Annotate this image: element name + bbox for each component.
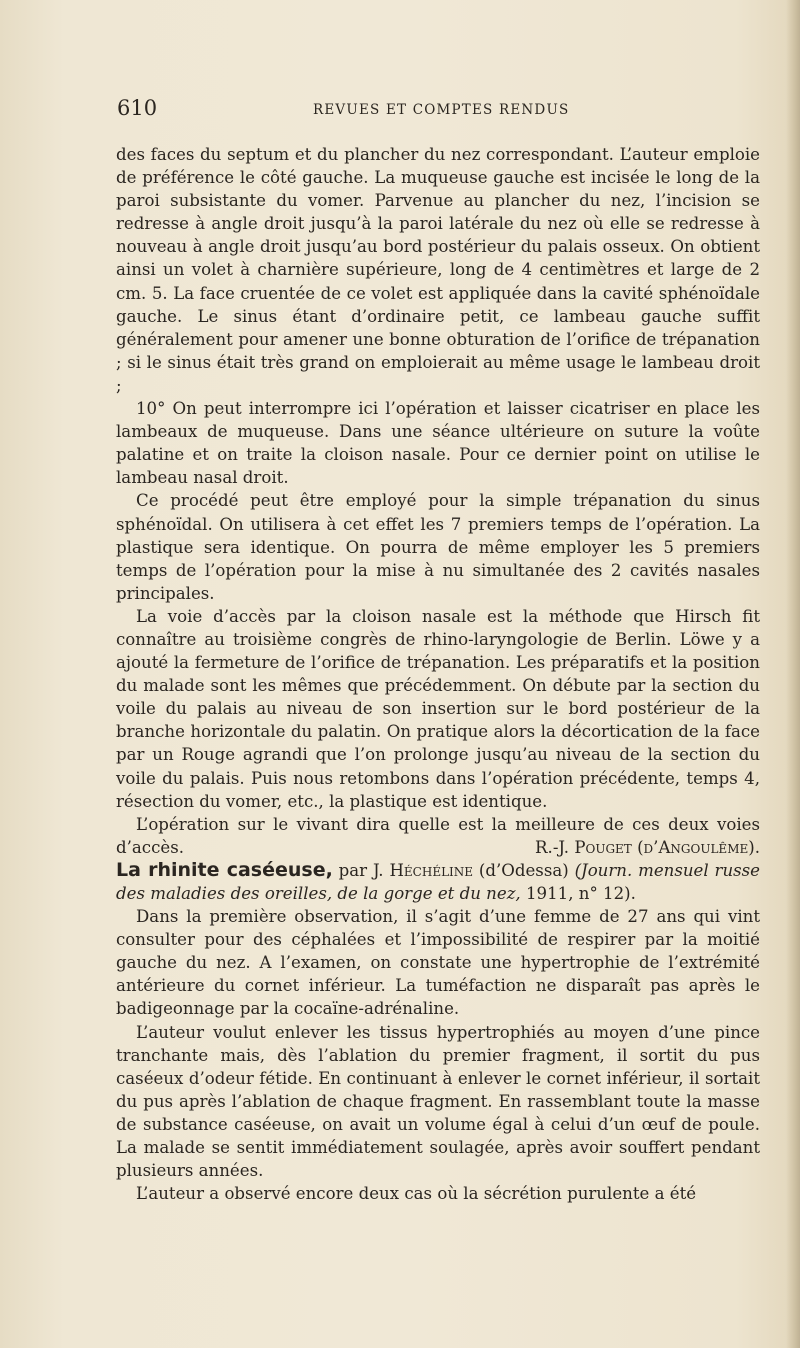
issue-reference: 1911, n° 12). — [526, 884, 636, 903]
article-heading — [116, 859, 760, 905]
page-edge-shadow — [786, 0, 800, 1348]
article-affiliation: (d’Odessa) — [478, 860, 569, 880]
paragraph: Dans la première observation, il s’agit d’une femme de 27 ans qui vint consulter pour des céphalées et l’impossibilité de respirer par la moitié gauche du nez. A l’examen, on constate une hypertrophie de l’extrémité antérieure du cornet inférieur. La tuméfaction ne disparaît pas après le badigeonnage par la cocaïne-adrénaline. — [116, 907, 760, 1019]
page-header — [117, 96, 757, 126]
paragraph: 10° On peut interrompre ici l’opération et laisser cicatriser en place les lambeaux de muqueuse. Dans une séance ultérieure on suture la voûte palatine et on traite la cloison nasale. Pour ce dernier point on utilise le lambeau nasal droit. — [116, 399, 760, 488]
paragraph — [116, 813, 760, 859]
article-title: La rhinite caséeuse, — [116, 858, 333, 881]
body-text — [116, 143, 760, 1205]
running-head: REVUES ET COMPTES RENDUS — [313, 102, 570, 118]
page-number: 610 — [117, 96, 158, 120]
paragraph: La voie d’accès par la cloison nasale est la méthode que Hirsch fit connaître au troisième congrès de rhino-laryngologie de Berlin. Löwe y a ajouté la fermeture de l’orifice de trépanation. Les préparatifs et la position du malade sont les mêmes que précédemment. On débute par la section du voile du palais au niveau de son insertion sur le bord postérieur de la branche horizontale du palatin. On pratique alors la décortication de la face par un Rouge agrandi que l’on prolonge jusqu’au niveau de la section du voile du palais. Puis nous retombons dans l’opération précédente, temps 4, résection du vomer, etc., la plastique est identique. — [116, 606, 760, 811]
paragraph-text: L’opération sur le vivant dira quelle est la meilleure de ces deux voies d’accès. — [116, 814, 760, 857]
paragraph: L’auteur a observé encore deux cas où la sécrétion purulente a été — [136, 1184, 697, 1204]
paragraph: Ce procédé peut être employé pour la simple trépanation du sinus sphénoïdal. On utilisera à cet effet les 7 premiers temps de l’opération. La plastique sera identique. On pourra de même employer les 5 premiers temps de l’opération pour la mise à nu simultanée des 2 cavités nasales principales. — [116, 491, 760, 603]
paragraph: des faces du septum et du plancher du nez correspondant. L’auteur emploie de préférence le côté gauche. La muqueuse gauche est incisée le long de la paroi subsistante du vomer. Parvenue au plancher du nez, l’incision se redresse à angle droit jusqu’à la paroi latérale du nez où elle se redresse à nouveau à angle droit jusqu’au bord postérieur du palais osseux. On obtient ainsi un volet à charnière supérieure, long de 4 centimètres et large de 2 cm. 5. La face cruentée de ce volet est appliquée dans la cavité sphénoïdale gauche. Le sinus étant d’ordinaire petit, ce lambeau gauche suffit généralement pour amener une bonne obturation de l’orifice de trépanation ; si le sinus était très grand on emploierait au même usage le lambeau droit ; — [116, 145, 760, 395]
article-by: par J. — [338, 860, 384, 880]
reviewer-signature: R.-J. Pouget (d’Angoulême). — [535, 837, 760, 857]
paragraph: L’auteur voulut enlever les tissus hypertrophiés au moyen d’une pince tranchante mais, dès l’ablation du premier fragment, il sortit du pus caséeux d’odeur fétide. En continuant à enlever le cornet inférieur, il sortait du pus après l’ablation de chaque fragment. En rassemblant toute la masse de substance caséeuse, on avait un volume égal à celui d’un œuf de poule. La malade se sentit immédiatement soulagée, après avoir souffert pendant plusieurs années. — [116, 1022, 760, 1181]
article-author: Héchéline — [389, 860, 474, 880]
journal-reference: (Journ. mensuel russe des maladies des oreilles, de la gorge et du nez, — [116, 860, 760, 903]
